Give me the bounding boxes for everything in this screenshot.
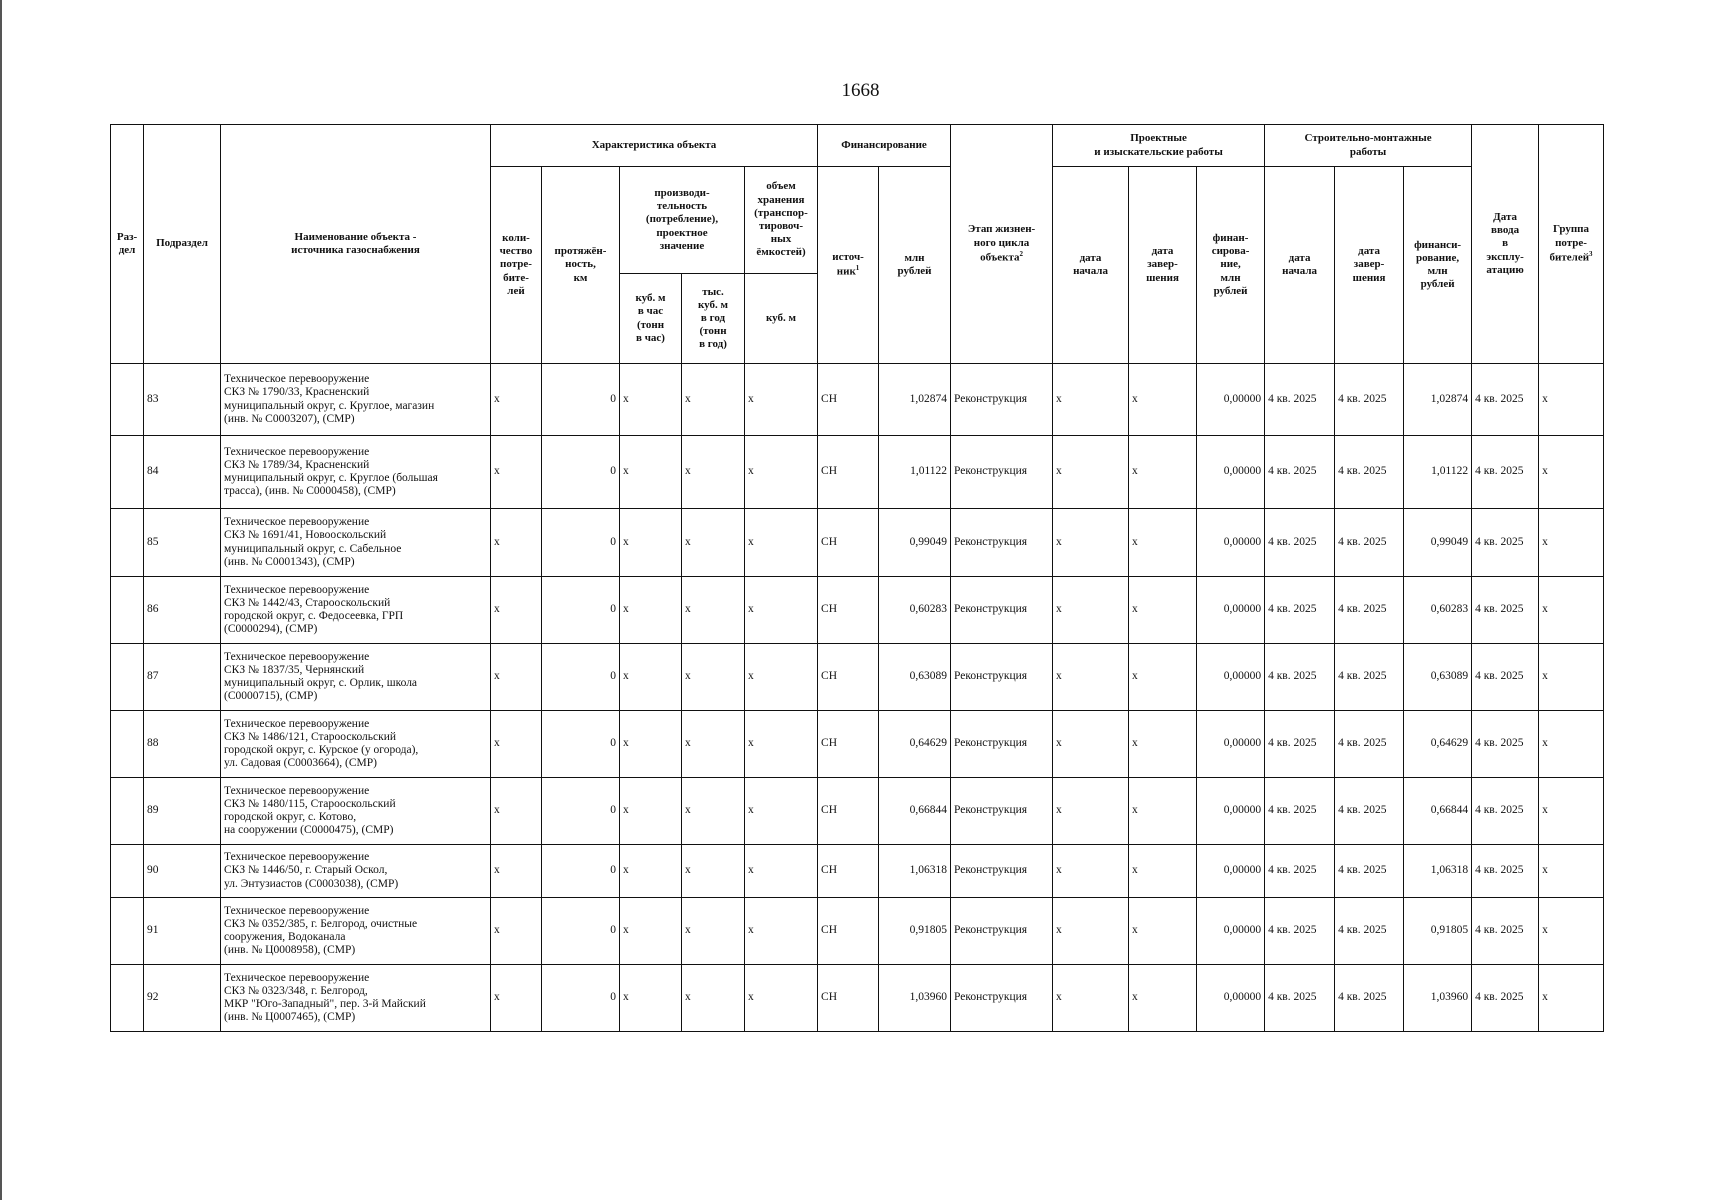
object-name-cell: Техническое перевооружение СКЗ № 0352/385, г. Белгород, очистные сооружения, Водоканала (инв. № Ц0008958), (СМР)	[221, 898, 491, 965]
construction-financing-cell: 0,60283	[1404, 577, 1472, 644]
table-row	[111, 711, 1604, 778]
length-cell: 0	[542, 577, 620, 644]
construction-start-cell: 4 кв. 2025	[1265, 778, 1335, 845]
construction-financing-cell: 1,02874	[1404, 364, 1472, 436]
table-row	[111, 364, 1604, 436]
construction-financing-cell: 0,91805	[1404, 898, 1472, 965]
capacity-year-cell: x	[682, 711, 745, 778]
construction-financing-cell: 0,66844	[1404, 778, 1472, 845]
design-financing-cell: 0,00000	[1197, 644, 1265, 711]
object-name-cell: Техническое перевооружение СКЗ № 1789/34, Красненский муниципальный округ, с. Круглое (большая трасса), (инв. № С0000458), (СМР)	[221, 436, 491, 509]
commission-date-cell: 4 кв. 2025	[1472, 711, 1539, 778]
subsection-cell: 88	[144, 711, 221, 778]
design-financing-cell: 0,00000	[1197, 509, 1265, 577]
table-row	[111, 778, 1604, 845]
consumers-cell: x	[491, 364, 542, 436]
construction-end-cell: 4 кв. 2025	[1335, 577, 1404, 644]
object-name-cell: Техническое перевооружение СКЗ № 1446/50, г. Старый Оскол, ул. Энтузиастов (С0003038), (СМР)	[221, 845, 491, 898]
table-body	[111, 364, 1604, 1032]
construction-end-cell: 4 кв. 2025	[1335, 965, 1404, 1032]
stage-cell: Реконструкция	[951, 898, 1053, 965]
capacity-year-cell: x	[682, 778, 745, 845]
subsection-cell: 83	[144, 364, 221, 436]
length-cell: 0	[542, 711, 620, 778]
stage-cell: Реконструкция	[951, 509, 1053, 577]
design-end-cell: x	[1129, 845, 1197, 898]
stage-cell: Реконструкция	[951, 364, 1053, 436]
header-capacity: производи- тельность (потребление), проектное значение	[620, 167, 745, 274]
table-row	[111, 436, 1604, 509]
design-start-cell: x	[1053, 965, 1129, 1032]
capacity-year-cell: x	[682, 577, 745, 644]
construction-end-cell: 4 кв. 2025	[1335, 509, 1404, 577]
design-financing-cell: 0,00000	[1197, 711, 1265, 778]
object-name-cell: Техническое перевооружение СКЗ № 1790/33, Красненский муниципальный округ, с. Круглое, магазин (инв. № С0003207), (СМР)	[221, 364, 491, 436]
storage-cell: x	[745, 711, 818, 778]
header-characteristics: Характеристика объекта	[491, 125, 818, 167]
section-cell	[111, 509, 144, 577]
header-length: протяжён- ность, км	[542, 167, 620, 364]
subsection-cell: 89	[144, 778, 221, 845]
design-start-cell: x	[1053, 436, 1129, 509]
header-consumers: коли- чество потре- бите- лей	[491, 167, 542, 364]
capacity-year-cell: x	[682, 845, 745, 898]
source-cell: СН	[818, 644, 879, 711]
storage-cell: x	[745, 364, 818, 436]
header-design-end: дата завер- шения	[1129, 167, 1197, 364]
capacity-year-cell: x	[682, 644, 745, 711]
section-cell	[111, 898, 144, 965]
construction-end-cell: 4 кв. 2025	[1335, 778, 1404, 845]
subsection-cell: 91	[144, 898, 221, 965]
financing-cell: 1,01122	[879, 436, 951, 509]
header-construction-end: дата завер- шения	[1335, 167, 1404, 364]
construction-start-cell: 4 кв. 2025	[1265, 364, 1335, 436]
storage-cell: x	[745, 577, 818, 644]
construction-start-cell: 4 кв. 2025	[1265, 845, 1335, 898]
financing-cell: 0,64629	[879, 711, 951, 778]
commission-date-cell: 4 кв. 2025	[1472, 644, 1539, 711]
consumers-cell: x	[491, 711, 542, 778]
object-name-cell: Техническое перевооружение СКЗ № 1837/35, Чернянский муниципальный округ, с. Орлик, школа (С0000715), (СМР)	[221, 644, 491, 711]
financing-cell: 0,63089	[879, 644, 951, 711]
table-row	[111, 577, 1604, 644]
financing-cell: 0,91805	[879, 898, 951, 965]
subsection-cell: 85	[144, 509, 221, 577]
header-storage-unit: куб. м	[745, 274, 818, 364]
design-start-cell: x	[1053, 364, 1129, 436]
section-cell	[111, 364, 144, 436]
capacity-hour-cell: x	[620, 436, 682, 509]
header-section: Раз- дел	[111, 125, 144, 364]
length-cell: 0	[542, 436, 620, 509]
header-design: Проектные и изыскательские работы	[1053, 125, 1265, 167]
source-cell: СН	[818, 436, 879, 509]
storage-cell: x	[745, 778, 818, 845]
stage-cell: Реконструкция	[951, 778, 1053, 845]
table-row	[111, 898, 1604, 965]
construction-start-cell: 4 кв. 2025	[1265, 509, 1335, 577]
storage-cell: x	[745, 436, 818, 509]
construction-financing-cell: 0,63089	[1404, 644, 1472, 711]
consumers-cell: x	[491, 778, 542, 845]
commission-date-cell: 4 кв. 2025	[1472, 577, 1539, 644]
header-capacity-hour: куб. м в час (тонн в час)	[620, 274, 682, 364]
design-end-cell: x	[1129, 965, 1197, 1032]
source-cell: СН	[818, 364, 879, 436]
design-financing-cell: 0,00000	[1197, 364, 1265, 436]
header-commission: Дата ввода в эксплу- атацию	[1472, 125, 1539, 364]
construction-end-cell: 4 кв. 2025	[1335, 711, 1404, 778]
table-row	[111, 509, 1604, 577]
construction-end-cell: 4 кв. 2025	[1335, 898, 1404, 965]
header-mln-rub: млн рублей	[879, 167, 951, 364]
capacity-year-cell: x	[682, 898, 745, 965]
length-cell: 0	[542, 845, 620, 898]
section-cell	[111, 711, 144, 778]
header-source: источ- ник$^1$	[818, 167, 879, 364]
design-end-cell: x	[1129, 898, 1197, 965]
stage-cell: Реконструкция	[951, 644, 1053, 711]
construction-end-cell: 4 кв. 2025	[1335, 845, 1404, 898]
header-financing: Финансирование	[818, 125, 951, 167]
construction-start-cell: 4 кв. 2025	[1265, 711, 1335, 778]
capacity-hour-cell: x	[620, 577, 682, 644]
construction-end-cell: 4 кв. 2025	[1335, 644, 1404, 711]
header-subsection: Подраздел	[144, 125, 221, 364]
capacity-year-cell: x	[682, 436, 745, 509]
length-cell: 0	[542, 509, 620, 577]
design-end-cell: x	[1129, 778, 1197, 845]
header-stage: Этап жизнен- ного цикла объекта$^2$	[951, 125, 1053, 364]
stage-cell: Реконструкция	[951, 577, 1053, 644]
header-construction: Строительно-монтажные работы	[1265, 125, 1472, 167]
object-name-cell: Техническое перевооружение СКЗ № 1480/115, Старооскольский городской округ, с. Котово, на сооружении (С0000475), (СМР)	[221, 778, 491, 845]
subsection-cell: 92	[144, 965, 221, 1032]
construction-financing-cell: 0,99049	[1404, 509, 1472, 577]
commission-date-cell: 4 кв. 2025	[1472, 778, 1539, 845]
construction-financing-cell: 0,64629	[1404, 711, 1472, 778]
consumer-group-cell: x	[1539, 509, 1604, 577]
design-end-cell: x	[1129, 509, 1197, 577]
section-cell	[111, 965, 144, 1032]
source-cell: СН	[818, 898, 879, 965]
object-name-cell: Техническое перевооружение СКЗ № 0323/348, г. Белгород, МКР "Юго-Западный", пер. 3-й Майский (инв. № Ц0007465), (СМР)	[221, 965, 491, 1032]
consumers-cell: x	[491, 898, 542, 965]
construction-start-cell: 4 кв. 2025	[1265, 644, 1335, 711]
storage-cell: x	[745, 898, 818, 965]
capacity-year-cell: x	[682, 509, 745, 577]
design-financing-cell: 0,00000	[1197, 965, 1265, 1032]
construction-start-cell: 4 кв. 2025	[1265, 898, 1335, 965]
commission-date-cell: 4 кв. 2025	[1472, 436, 1539, 509]
section-cell	[111, 577, 144, 644]
design-start-cell: x	[1053, 845, 1129, 898]
financing-cell: 1,03960	[879, 965, 951, 1032]
capacity-year-cell: x	[682, 364, 745, 436]
source-cell: СН	[818, 845, 879, 898]
consumers-cell: x	[491, 644, 542, 711]
stage-cell: Реконструкция	[951, 845, 1053, 898]
construction-financing-cell: 1,03960	[1404, 965, 1472, 1032]
consumer-group-cell: x	[1539, 778, 1604, 845]
subsection-cell: 87	[144, 644, 221, 711]
storage-cell: x	[745, 965, 818, 1032]
capacity-hour-cell: x	[620, 965, 682, 1032]
storage-cell: x	[745, 509, 818, 577]
design-start-cell: x	[1053, 509, 1129, 577]
design-end-cell: x	[1129, 644, 1197, 711]
design-start-cell: x	[1053, 778, 1129, 845]
capacity-hour-cell: x	[620, 509, 682, 577]
consumers-cell: x	[491, 509, 542, 577]
header-group: Группа потре- бителей$^3$	[1539, 125, 1604, 364]
construction-financing-cell: 1,06318	[1404, 845, 1472, 898]
stage-cell: Реконструкция	[951, 965, 1053, 1032]
consumer-group-cell: x	[1539, 577, 1604, 644]
capacity-hour-cell: x	[620, 364, 682, 436]
header-group-footnote: 3	[1589, 249, 1593, 258]
construction-start-cell: 4 кв. 2025	[1265, 436, 1335, 509]
header-stage-footnote: 2	[1019, 249, 1023, 258]
scan-edge	[0, 0, 2, 1200]
subsection-cell: 84	[144, 436, 221, 509]
commission-date-cell: 4 кв. 2025	[1472, 364, 1539, 436]
stage-cell: Реконструкция	[951, 436, 1053, 509]
object-name-cell: Техническое перевооружение СКЗ № 1486/121, Старооскольский городской округ, с. Курское (у огорода), ул. Садовая (С0003664), (СМР)	[221, 711, 491, 778]
length-cell: 0	[542, 644, 620, 711]
design-start-cell: x	[1053, 711, 1129, 778]
construction-start-cell: 4 кв. 2025	[1265, 965, 1335, 1032]
construction-end-cell: 4 кв. 2025	[1335, 364, 1404, 436]
header-name: Наименование объекта - источника газоснабжения	[221, 125, 491, 364]
capacity-year-cell: x	[682, 965, 745, 1032]
header-capacity-year: тыс. куб. м в год (тонн в год)	[682, 274, 745, 364]
source-cell: СН	[818, 711, 879, 778]
header-source-footnote: 1	[855, 264, 860, 273]
design-financing-cell: 0,00000	[1197, 845, 1265, 898]
financing-cell: 0,99049	[879, 509, 951, 577]
design-start-cell: x	[1053, 577, 1129, 644]
header-storage: объем хранения (транспор- тировоч- ных ёмкостей)	[745, 167, 818, 274]
design-financing-cell: 0,00000	[1197, 898, 1265, 965]
consumer-group-cell: x	[1539, 845, 1604, 898]
length-cell: 0	[542, 898, 620, 965]
length-cell: 0	[542, 778, 620, 845]
source-cell: СН	[818, 577, 879, 644]
capacity-hour-cell: x	[620, 778, 682, 845]
financing-cell: 1,06318	[879, 845, 951, 898]
source-cell: СН	[818, 778, 879, 845]
table-row	[111, 845, 1604, 898]
construction-financing-cell: 1,01122	[1404, 436, 1472, 509]
design-end-cell: x	[1129, 711, 1197, 778]
section-cell	[111, 778, 144, 845]
header-design-financing: финан- сирова- ние, млн рублей	[1197, 167, 1265, 364]
design-financing-cell: 0,00000	[1197, 577, 1265, 644]
commission-date-cell: 4 кв. 2025	[1472, 509, 1539, 577]
subsection-cell: 90	[144, 845, 221, 898]
consumer-group-cell: x	[1539, 965, 1604, 1032]
header-construction-financing: финанси- рование, млн рублей	[1404, 167, 1472, 364]
capacity-hour-cell: x	[620, 898, 682, 965]
header-construction-start: дата начала	[1265, 167, 1335, 364]
design-financing-cell: 0,00000	[1197, 778, 1265, 845]
commission-date-cell: 4 кв. 2025	[1472, 965, 1539, 1032]
consumers-cell: x	[491, 436, 542, 509]
header-design-start: дата начала	[1053, 167, 1129, 364]
consumers-cell: x	[491, 965, 542, 1032]
design-start-cell: x	[1053, 644, 1129, 711]
page-number: 1668	[841, 80, 880, 101]
design-financing-cell: 0,00000	[1197, 436, 1265, 509]
design-end-cell: x	[1129, 436, 1197, 509]
commission-date-cell: 4 кв. 2025	[1472, 845, 1539, 898]
design-start-cell: x	[1053, 898, 1129, 965]
consumer-group-cell: x	[1539, 364, 1604, 436]
capacity-hour-cell: x	[620, 711, 682, 778]
gas-supply-objects-table	[110, 124, 1604, 1032]
table-row	[111, 965, 1604, 1032]
storage-cell: x	[745, 644, 818, 711]
table-row	[111, 644, 1604, 711]
consumers-cell: x	[491, 577, 542, 644]
consumer-group-cell: x	[1539, 436, 1604, 509]
storage-cell: x	[745, 845, 818, 898]
capacity-hour-cell: x	[620, 845, 682, 898]
financing-cell: 1,02874	[879, 364, 951, 436]
financing-cell: 0,60283	[879, 577, 951, 644]
financing-cell: 0,66844	[879, 778, 951, 845]
source-cell: СН	[818, 509, 879, 577]
section-cell	[111, 644, 144, 711]
length-cell: 0	[542, 965, 620, 1032]
consumer-group-cell: x	[1539, 644, 1604, 711]
source-cell: СН	[818, 965, 879, 1032]
design-end-cell: x	[1129, 577, 1197, 644]
section-cell	[111, 436, 144, 509]
stage-cell: Реконструкция	[951, 711, 1053, 778]
subsection-cell: 86	[144, 577, 221, 644]
consumer-group-cell: x	[1539, 898, 1604, 965]
design-end-cell: x	[1129, 364, 1197, 436]
construction-start-cell: 4 кв. 2025	[1265, 577, 1335, 644]
length-cell: 0	[542, 364, 620, 436]
object-name-cell: Техническое перевооружение СКЗ № 1691/41, Новооскольский муниципальный округ, с. Сабельное (инв. № С0001343), (СМР)	[221, 509, 491, 577]
section-cell	[111, 845, 144, 898]
consumers-cell: x	[491, 845, 542, 898]
consumer-group-cell: x	[1539, 711, 1604, 778]
construction-end-cell: 4 кв. 2025	[1335, 436, 1404, 509]
object-name-cell: Техническое перевооружение СКЗ № 1442/43, Старооскольский городской округ, с. Федосеевка, ГРП (С0000294), (СМР)	[221, 577, 491, 644]
capacity-hour-cell: x	[620, 644, 682, 711]
commission-date-cell: 4 кв. 2025	[1472, 898, 1539, 965]
